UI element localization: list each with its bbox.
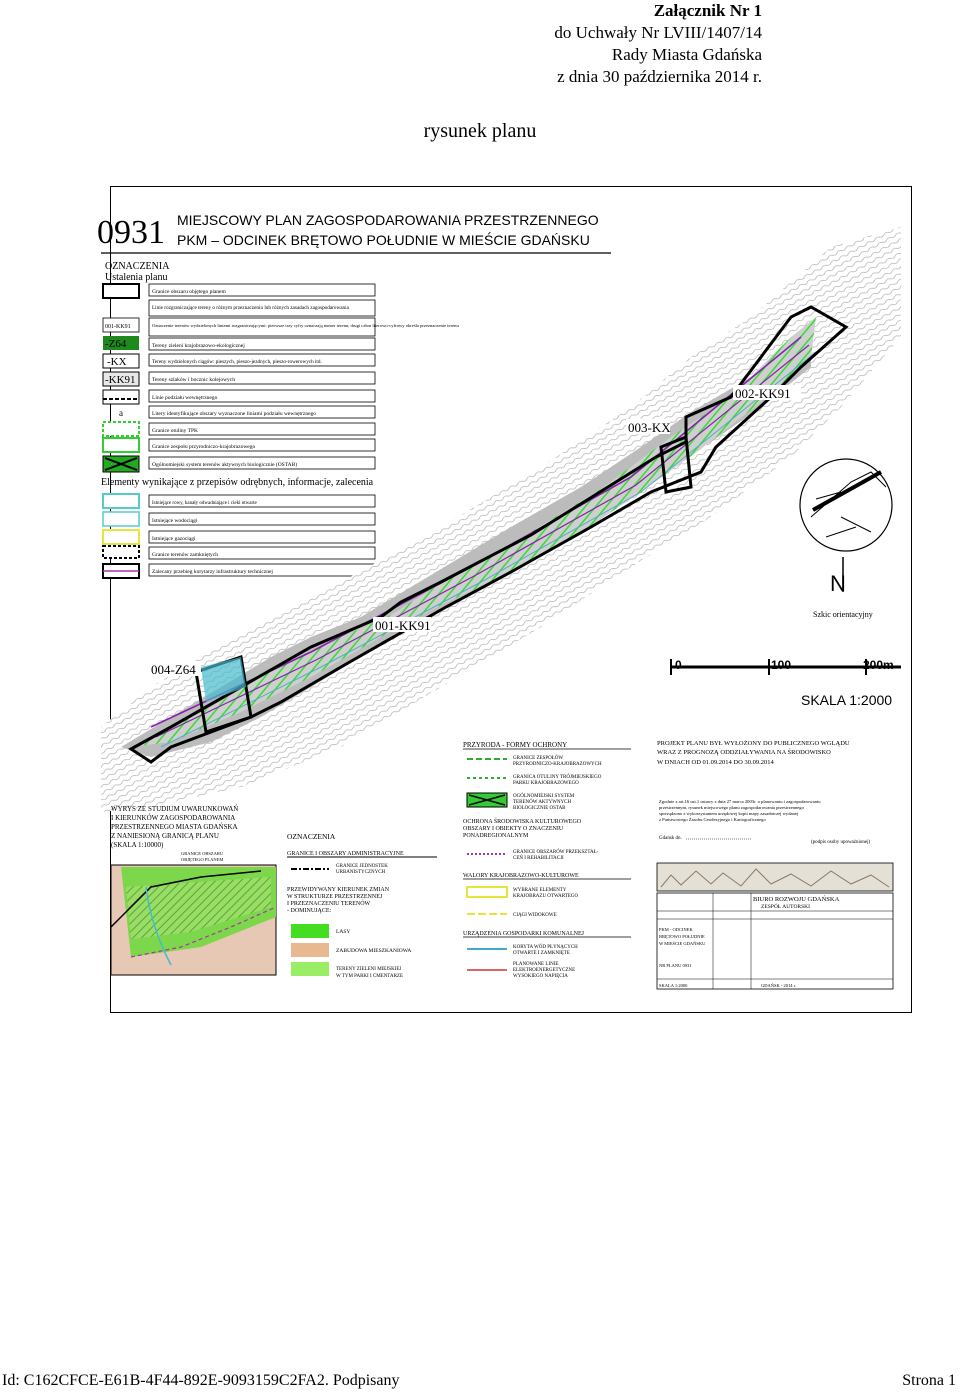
title-block-plan-3: W MIEŚCIE GDAŃSKU [659,941,706,946]
plan-drawing [97,187,911,1012]
signature-label: Gdańsk dn. [659,836,682,841]
nature-item-3c: BIOLOGICZNIE OSTAB [513,806,566,811]
legend-item-7: Linie podziału wewnętrznego [152,395,218,401]
project-line-1: PROJEKT PLANU BYŁ WYŁOŻONY DO PUBLICZNEGO WGLĄDU [657,740,850,747]
map-label-003-kx: 003-KX [628,420,671,435]
drawing-title: rysunek planu [423,120,537,142]
utilities-item-2c: WYSOKIEGO NAPIĘCIA [513,974,568,979]
legend-heading: OZNACZENIA [105,261,170,272]
study-title-5: (SKALA 1:10000) [111,841,164,849]
legend-item-6: Tereny szlaków i bocznic kolejowych [152,377,236,383]
legend-item-8: Litery identyfikujące obszary wyznaczone liniami podziału wewnętrznego [152,411,317,417]
project-note [657,740,870,845]
scale-bar [671,658,901,708]
title-block-scale: SKALA 1:2000 [659,983,688,988]
study-legend-green-2: W TYM PARKI I CMENTARZE [336,974,404,979]
legend2-item-5: Zalecany przebieg korytarzy infrastruktury technicznej [152,569,273,575]
council-name: Rady Miasta Gdańska [611,45,762,64]
legend-item-11: Ogólnomiejski system terenów aktywnych biologicznie (OSTAB) [152,462,298,468]
culture-heading-3: PONADREGIONALNYM [463,833,529,839]
study-legend-section-2c: I PRZEZNACZENIU TERENÓW [287,901,371,907]
utilities-item-1a: KORYTA WÓD PŁYNĄCYCH [513,945,578,950]
resolution-date: z dnia 30 października 2014 r. [557,67,762,86]
culture-heading-2: OBSZARY I OBIEKTY O ZNACZENIU [463,826,564,832]
signature-hint: (podpis osoby upoważnionej) [811,840,871,845]
nature-item-3a: OGÓLNOMIEJSKI SYSTEM [513,794,575,799]
project-line-3: W DNIACH OD 01.09.2014 DO 30.09.2014 [657,759,774,766]
nature-legend [463,741,631,979]
north-arrow-label: N [830,571,846,596]
orientation-sketch [800,459,892,619]
study-title-1: WYRYS ZE STUDIUM UWARUNKOWAŃ [111,805,239,813]
study-legend-section-2a: PRZEWIDYWANY KIERUNEK ZMIAN [287,887,390,893]
scale-tick-0: 0 [675,658,682,672]
title-block-plan-1: PKM - ODCINEK [659,927,693,932]
legend-code-2: -Z64 [105,338,127,350]
study-title-3: PRZESTRZENNEGO MIASTA GDAŃSKA [111,823,238,831]
culture-item-1b: CEŃ I REHABILITACJI [513,856,564,861]
map-label-004-z64: 004-Z64 [151,662,196,677]
scale-tick-100: 100 [771,658,792,672]
project-note-4: z Państwowego Zasobu Geodezyjnego i Kartograficznego [659,817,766,822]
study-title-2: I KIERUNKÓW ZAGOSPODAROWANIA [111,814,236,822]
utilities-item-2b: ELEKTROENERGETYCZNE [513,968,576,973]
study-title-4: Z NANIESIONĄ GRANICĄ PLANU [111,832,219,840]
plan-header [97,212,611,253]
study-legend-forests: LASY [336,929,351,935]
legend2-item-1: Istniejące rowy, kanały odwadniające i cieki otwarte [152,501,257,506]
legend-item-1: Granice obszaru objętego planem [152,289,226,295]
legend-code-1: 001-KK91 [105,324,131,330]
attachment-number: Załącznik Nr 1 [653,1,762,20]
study-legend-units-2: URBANISTYCZNYCH [336,870,386,875]
legend-subheading: Ustalenia planu [105,272,168,283]
plan-sheet [97,186,912,1013]
scale-tick-200: 200m [863,658,894,672]
culture-heading-1: OCHRONA ŚRODOWISKA KULTUROWEGO [463,819,582,825]
project-line-2: WRAZ Z PROGNOZĄ ODDZIAŁYWANIA NA ŚRODOWISKO [657,749,831,756]
legend-item-9: Granice otuliny TPK [152,428,199,434]
document-id: Id: C162CFCE-E61B-4F44-892E-9093159C2FA2. Podpisany [2,1372,400,1389]
culture-item-1a: GRANICE OBSZARÓW PRZEKSZTAŁ- [513,850,599,855]
legend-section-2-heading: Elementy wynikające z przepisów odrębnych, informacje, zalecenia [101,477,374,488]
study-legend-housing: ZABUDOWA MIESZKANIOWA [336,948,412,954]
map-label-001-kk91: 001-KK91 [375,618,431,633]
plan-name-line2: PKM – ODCINEK BRĘTOWO POŁUDNIE W MIEŚCIE GDAŃSKU [177,232,590,248]
landscape-item-1b: KRAJOBRAZU OTWARTEGO [513,894,579,899]
legend-code-5: a [119,408,123,418]
plan-legend [101,261,459,578]
landscape-heading: WALORY KRAJOBRAZOWO-KULTUROWE [463,873,579,879]
title-block-team: ZESPÓŁ AUTORSKI [761,904,810,910]
study-legend-boundary-2: OBJĘTEGO PLANEM [181,857,224,862]
landscape-item-2: CIĄGI WIDOKOWE [513,913,557,918]
title-block-city: GDAŃSK - 2014 r. [761,983,797,988]
nature-item-2b: PARKU KRAJOBRAZOWEGO [513,781,579,786]
project-note-3: sporządzono z wykorzystaniem urzędowej kopii mapy zasadniczej wydanej [659,811,799,816]
utilities-item-1b: OTWARTE I ZAMKNIĘTE [513,951,570,956]
study-legend-green-1: TERENY ZIELENI MIEJSKIEJ [336,967,402,972]
study-legend-boundary-1: GRANICE OBSZARU [181,851,224,856]
scale-label: SKALA 1:2000 [801,692,893,708]
orientation-caption: Szkic orientacyjny [813,610,873,619]
study-legend-section-1: GRANICE I OBSZARY ADMINISTRACYJNE [287,851,404,857]
legend-item-2: Linie rozgraniczające tereny o różnym przeznaczeniu lub różnych zasadach zagospodarowania [152,305,349,311]
legend2-item-2: Istniejące wodociągi [152,518,198,524]
study-legend [287,832,437,979]
project-note-1: Zgodnie z art.16 ust.1 ustawy z dnia 27 marca 2003r. o planowaniu i zagospodarowaniu [659,799,821,804]
legend-item-4: Tereny zieleni krajobrazowo-ekologicznej [152,343,245,349]
plan-name-line1: MIEJSCOWY PLAN ZAGOSPODAROWANIA PRZESTRZENNEGO [177,212,599,228]
nature-item-3b: TERENÓW AKTYWNYCH [513,800,572,805]
legend-code-4: -KK91 [105,374,136,386]
nature-item-1a: GRANICE ZESPOŁÓW [513,756,564,761]
legend2-item-4: Granice terenów zamkniętych [152,552,218,558]
resolution-reference: do Uchwały Nr LVIII/1407/14 [554,23,762,42]
title-block [657,863,893,989]
map-label-002-kk91: 002-KK91 [735,386,791,401]
nature-item-2a: GRANICA OTULINY TRÓJMIEJSKIEGO [513,775,602,780]
legend-code-3: -KX [107,356,127,368]
study-legend-section-2b: W STRUKTURZE PRZESTRZENNEJ [287,894,383,900]
title-block-plan-number: NR PLANU 0931 [659,963,692,968]
study-legend-heading: OZNACZENIA [287,832,336,841]
study-legend-units-1: GRANICE JEDNOSTEK [336,864,388,869]
utilities-item-2a: PLANOWANE LINIE [513,962,559,967]
legend2-item-3: Istniejące gazociągi [152,536,196,542]
project-note-2: przestrzennym, rysunek miejscowego planu zagospodarowania przestrzennego [659,805,804,810]
plan-number: 0931 [97,214,165,251]
nature-item-1b: PRZYRODNICZO-KRAJOBRAZOWYCH [513,762,602,767]
study-extract [111,805,276,975]
legend-item-3: Oznaczenie terenów wydzielonych liniami rozgraniczającymi: pierwsze trzy cyfry oznaczają numer terenu, drugi człon literowo-cyfrowy określa przeznaczenie terenu [152,323,459,328]
legend-item-5: Tereny wydzielonych ciągów: pieszych, pieszo-jezdnych, pieszo-rowerowych itd. [152,359,322,365]
study-legend-section-2d: - DOMINUJĄCE: [287,908,332,914]
title-block-plan-2: BRĘTOWO POŁUDNIE [659,934,705,939]
page-number: Strona 1 [902,1372,956,1389]
utilities-heading: URZĄDZENIA GOSPODARKI KOMUNALNEJ [463,931,584,937]
legend-item-10: Granice zespołu przyrodniczo-krajobrazowego [152,444,256,450]
landscape-item-1a: WYBRANE ELEMENTY [513,888,567,893]
nature-heading: PRZYRODA - FORMY OCHRONY [463,741,568,749]
title-block-office: BIURO ROZWOJU GDAŃSKA [753,896,840,903]
attachment-header [554,0,762,88]
